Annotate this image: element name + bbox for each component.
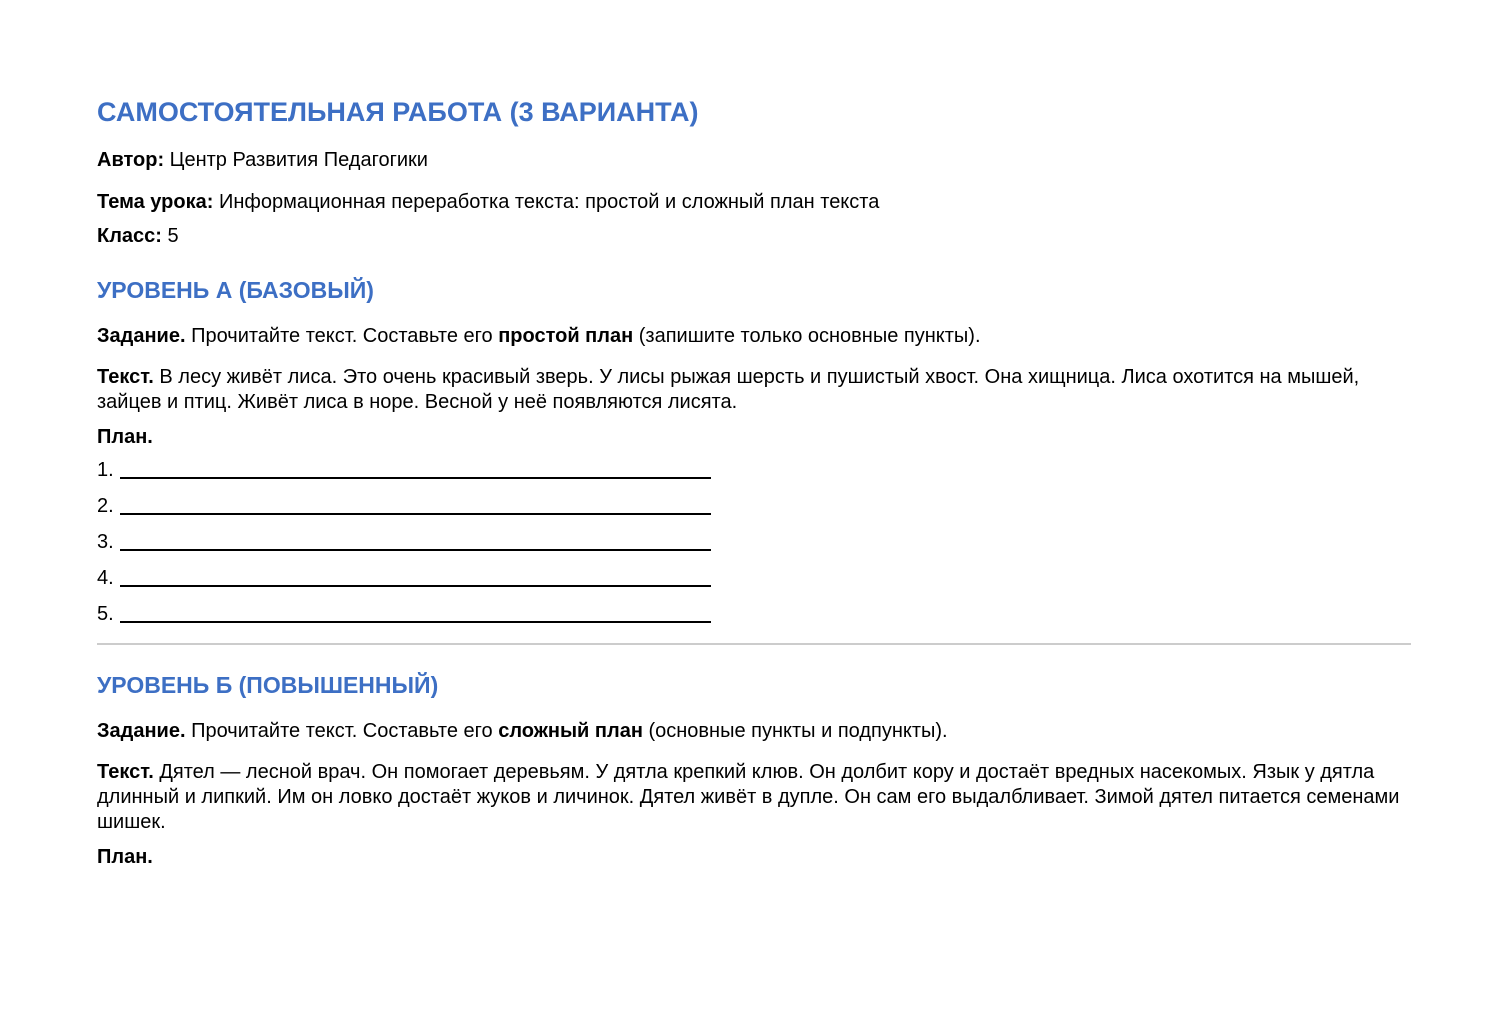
level-b-plan-label (97, 845, 1411, 870)
plan-line-blank (120, 621, 711, 623)
topic-value: Информационная переработка текста: простой и сложный план текста (218, 191, 880, 213)
plan-line (97, 566, 1411, 591)
topic-label: Тема урока: (97, 191, 214, 213)
level-b-task-pre: Прочитайте текст. Составьте его (191, 720, 493, 742)
plan-line (97, 602, 1411, 627)
grade-line (97, 224, 1411, 249)
plan-line-number: 3. (97, 531, 114, 553)
plan-line (97, 494, 1411, 519)
section-divider (97, 643, 1411, 645)
level-a-plan-list (97, 458, 1411, 627)
level-b-task-bold: сложный план (498, 720, 643, 742)
level-a-plan-label-text: План. (97, 426, 153, 448)
level-a-text-label: Текст. (97, 366, 154, 388)
level-b-text-body: Дятел — лесной врач. Он помогает деревьям. У дятла крепкий клюв. Он долбит кору и достаёт вредных насекомых. Язык у дятла длинный и липкий. Им он ловко достаёт жуков и личинок. Дятел живёт в дупле. Он сам его выдалбливает. Зимой дятел питается семенами шишек. (97, 761, 1400, 833)
level-b-task-label: Задание. (97, 720, 186, 742)
author-line (97, 148, 1411, 173)
plan-line-blank (120, 477, 711, 479)
level-a-text (97, 365, 1411, 415)
level-a-task-bold: простой план (498, 325, 634, 347)
level-b-text-label: Текст. (97, 761, 154, 783)
document-content (97, 92, 1411, 870)
plan-line-blank (120, 549, 711, 551)
plan-line-number: 5. (97, 603, 114, 625)
level-b-heading: УРОВЕНЬ Б (ПОВЫШЕННЫЙ) (97, 672, 439, 698)
level-a-text-body: В лесу живёт лиса. Это очень красивый зверь. У лисы рыжая шерсть и пушистый хвост. Она хищница. Лиса охотится на мышей, зайцев и птиц. Живёт лиса в норе. Весной у неё появляются лисята. (97, 366, 1360, 413)
level-b-task-post: (основные пункты и подпункты). (648, 720, 948, 742)
grade-label: Класс: (97, 225, 162, 247)
plan-line (97, 458, 1411, 483)
topic-line (97, 190, 1411, 215)
author-value: Центр Развития Педагогики (169, 149, 428, 171)
grade-value: 5 (167, 225, 179, 247)
level-b-text (97, 760, 1411, 835)
level-a-plan-label (97, 425, 1411, 450)
level-a-task-label: Задание. (97, 325, 186, 347)
level-a-task-pre: Прочитайте текст. Составьте его (191, 325, 493, 347)
plan-line-blank (120, 585, 711, 587)
level-a-task-post: (запишите только основные пункты). (638, 325, 981, 347)
level-a-heading: УРОВЕНЬ А (БАЗОВЫЙ) (97, 277, 374, 303)
plan-line-blank (120, 513, 711, 515)
level-b-plan-label-text: План. (97, 846, 153, 868)
plan-line-number: 2. (97, 495, 114, 517)
level-b-task (97, 719, 1411, 744)
plan-line (97, 530, 1411, 555)
document-title: САМОСТОЯТЕЛЬНАЯ РАБОТА (3 ВАРИАНТА) (97, 97, 699, 127)
plan-line-number: 1. (97, 459, 114, 481)
plan-line-number: 4. (97, 567, 114, 589)
level-a-task (97, 324, 1411, 349)
author-label: Автор: (97, 149, 165, 171)
